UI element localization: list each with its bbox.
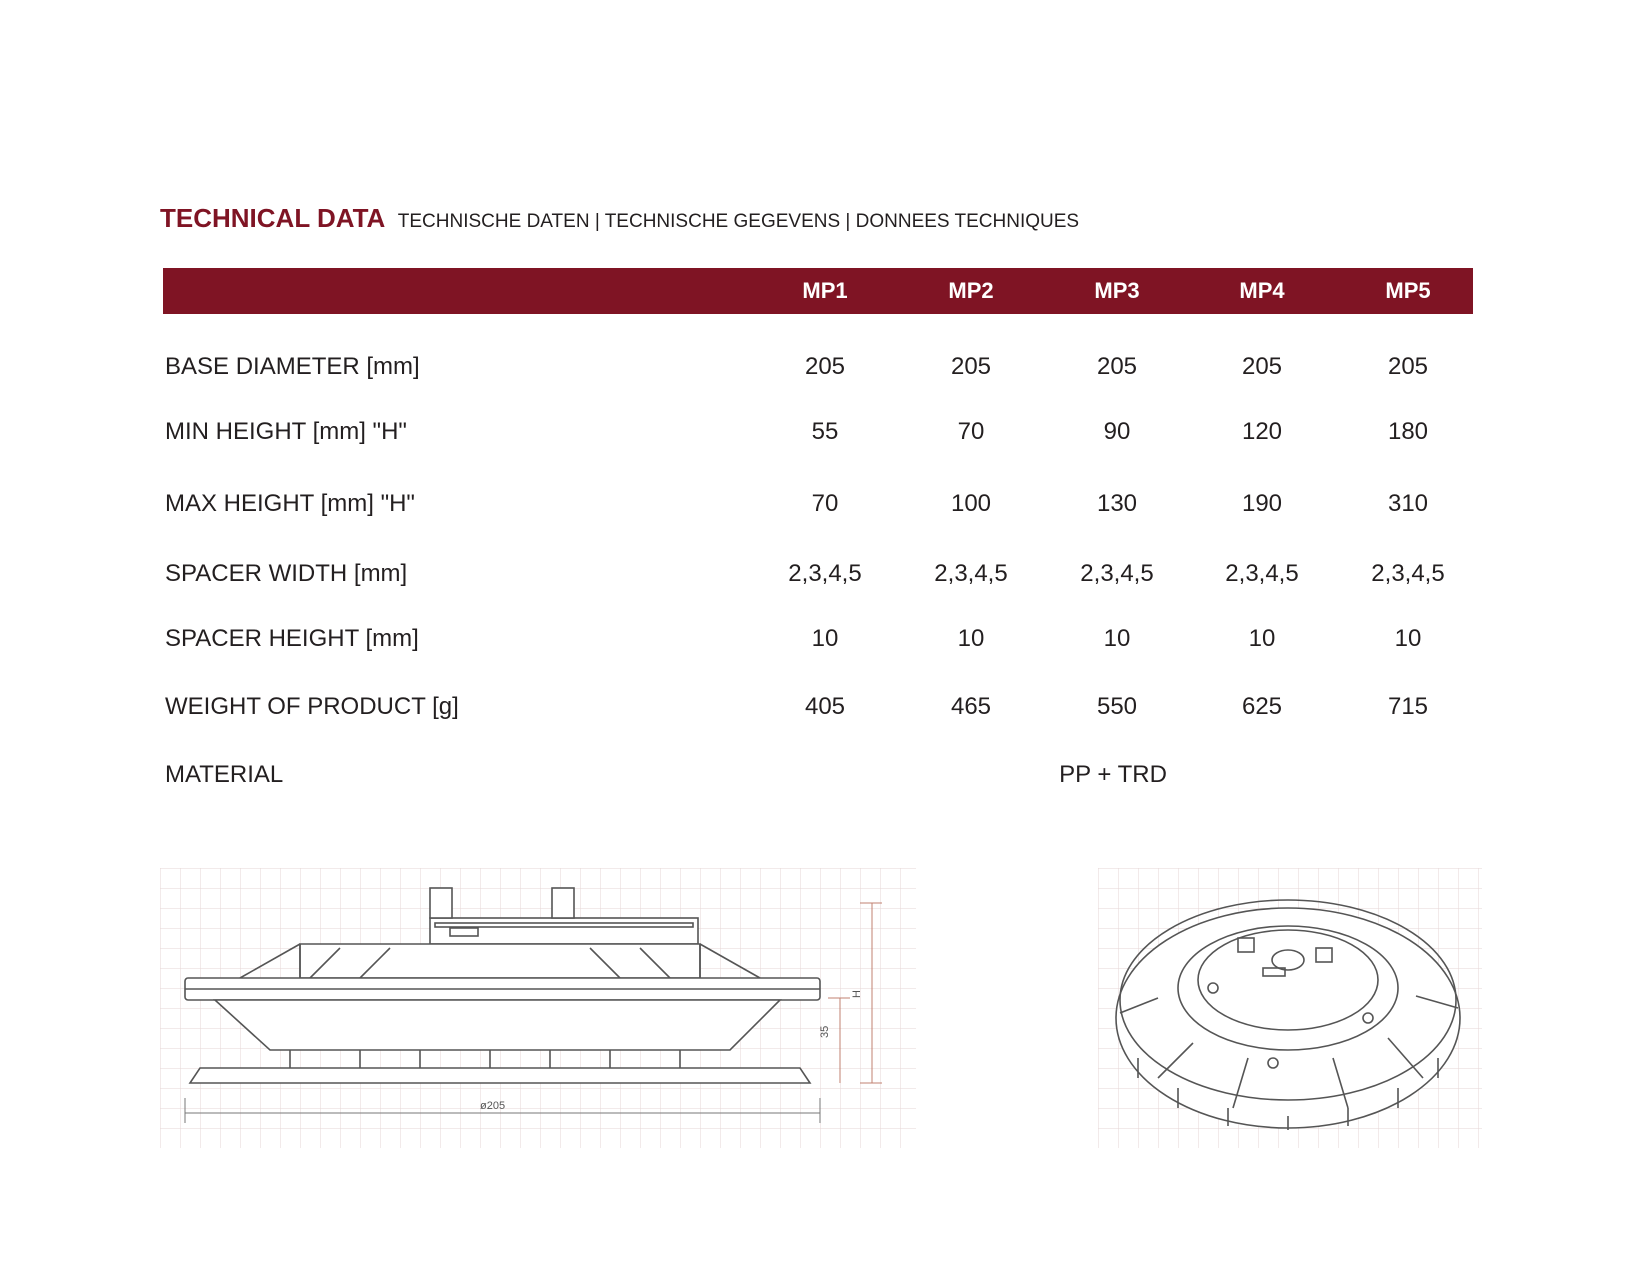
table-cell: 2,3,4,5 <box>788 560 862 587</box>
model-header-mp2: MP2 <box>948 278 994 303</box>
dim-35-label: 35 <box>819 1025 831 1038</box>
dim-height-label: H <box>851 990 863 998</box>
dim-diameter-label: ø205 <box>480 1100 506 1112</box>
perspective-view-drawing <box>1098 868 1482 1148</box>
side-view-drawing <box>160 868 916 1148</box>
model-header-mp1: MP1 <box>802 278 848 303</box>
table-cell: 310 <box>1387 490 1429 517</box>
section-heading <box>160 203 1079 234</box>
table-cell: 10 <box>811 625 839 652</box>
table-cell: 180 <box>1387 418 1429 445</box>
row-label-spacer-height: SPACER HEIGHT [mm] <box>165 625 419 652</box>
table-cell: 405 <box>804 693 846 720</box>
table-cell: 10 <box>1248 625 1276 652</box>
heading-subtitle: TECHNISCHE DATEN | TECHNISCHE GEGEVENS | DONNEES TECHNIQUES <box>397 211 1080 232</box>
table-cell: 2,3,4,5 <box>1371 560 1445 587</box>
row-label-min-height: MIN HEIGHT [mm] "H" <box>165 418 407 445</box>
table-cell: 130 <box>1096 490 1138 517</box>
model-header-mp3: MP3 <box>1094 278 1140 303</box>
row-label-spacer-width: SPACER WIDTH [mm] <box>165 560 408 587</box>
table-cell: 10 <box>957 625 985 652</box>
row-label-weight: WEIGHT OF PRODUCT [g] <box>165 693 459 720</box>
table-cell: 625 <box>1241 693 1283 720</box>
table-cell: 465 <box>950 693 992 720</box>
table-cell: 205 <box>1096 353 1138 380</box>
row-label-max-height: MAX HEIGHT [mm] "H" <box>165 490 415 517</box>
table-cell: 55 <box>811 418 839 445</box>
table-cell: 90 <box>1103 418 1131 445</box>
row-label-material: MATERIAL <box>165 761 284 788</box>
table-cell: 715 <box>1387 693 1429 720</box>
table-cell: 205 <box>1241 353 1283 380</box>
table-cell: 205 <box>1387 353 1429 380</box>
table-cell: 120 <box>1241 418 1283 445</box>
table-cell: 70 <box>811 490 839 517</box>
table-cell: 550 <box>1096 693 1138 720</box>
table-cell: 10 <box>1394 625 1422 652</box>
table-cell: 2,3,4,5 <box>1225 560 1299 587</box>
table-cell: 2,3,4,5 <box>1080 560 1154 587</box>
table-cell: 10 <box>1103 625 1131 652</box>
model-header-mp4: MP4 <box>1239 278 1285 303</box>
table-cell: 70 <box>957 418 985 445</box>
table-cell: 205 <box>950 353 992 380</box>
table-cell: 205 <box>804 353 846 380</box>
heading-title: TECHNICAL DATA <box>160 203 386 233</box>
model-header-mp5: MP5 <box>1385 278 1431 303</box>
table-cell: 190 <box>1241 490 1283 517</box>
table-cell: 2,3,4,5 <box>934 560 1008 587</box>
row-label-base-diameter: BASE DIAMETER [mm] <box>165 353 420 380</box>
table-cell: 100 <box>950 490 992 517</box>
material-value: PP + TRD <box>1059 761 1167 788</box>
